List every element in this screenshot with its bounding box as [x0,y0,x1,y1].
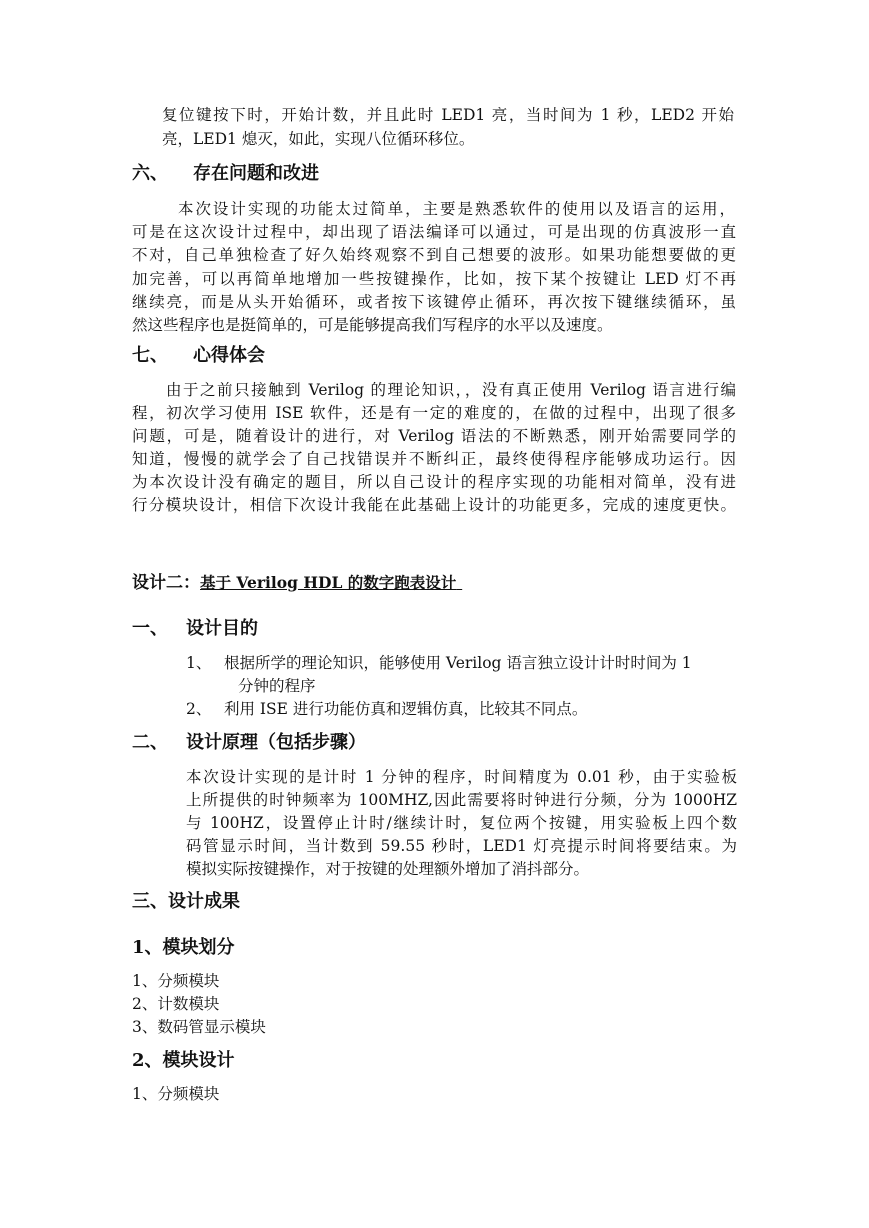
module-division-item-3: 3、数码管显示模块 [132,1018,266,1036]
section-7-line-5: 为本次设计没有确定的题目，所以自己设计的程序实现的功能相对简单，没有进 [132,473,736,491]
purpose-item-1-number: 1、 [186,654,212,672]
design-2-heading [132,571,464,595]
purpose-item-2-line-1: 利用 ISE 进行功能仿真和逻辑仿真，比较其不同点。 [224,700,588,718]
section-7-line-6: 行分模块设计，相信下次设计我能在此基础上设计的功能更多，完成的速度更快。 [132,496,736,514]
section-6-line-4: 加完善，可以再简单地增加一些按键操作，比如，按下某个按键让 LED 灯不再 [132,270,736,288]
section-6-number: 六、 [132,163,168,184]
section-7-line-1: 由于之前只接触到 Verilog 的理论知识，，没有真正使用 Verilog 语言进行编 [166,381,736,399]
section-6-line-3: 不对，自己单独检查了好久始终观察不到自己想要的波形。如果功能想要做的更 [132,246,736,264]
section-3-title: 三、设计成果 [132,891,240,912]
section-7-line-2: 程，初次学习使用 ISE 软件，还是有一定的难度的，在做的过程中，出现了很多 [132,404,736,422]
principle-line-5: 模拟实际按键操作，对于按键的处理额外增加了消抖部分。 [186,860,590,878]
section-7-number: 七、 [132,345,168,366]
section-6-line-2: 可是在这次设计过程中，却出现了语法编译可以通过，可是出现的仿真波形一直 [132,223,736,241]
section-1-title: 设计目的 [186,618,258,639]
purpose-item-2-number: 2、 [186,700,212,718]
section-7-line-3: 问题，可是，随着设计的进行，对 Verilog 语法的不断熟悉，刚开始需要同学的 [132,427,736,445]
module-division-title: 1、模块划分 [132,937,235,958]
design-2-label: 设计二： [132,573,200,593]
principle-line-4: 码管显示时间，当计数到 59.55 秒时，LED1 灯亮提示时间将要结束。为 [186,837,737,855]
module-design-title: 2、模块设计 [132,1050,235,1071]
section-7-title: 心得体会 [193,345,265,366]
intro-line-2: 亮，LED1 熄灭，如此，实现八位循环移位。 [162,130,475,148]
section-6-title: 存在问题和改进 [193,163,319,184]
module-division-item-1: 1、分频模块 [132,972,220,990]
section-2-number: 二、 [132,732,168,753]
section-2-title: 设计原理（包括步骤） [186,732,366,753]
purpose-item-1-line-1: 根据所学的理论知识，能够使用 Verilog 语言独立设计计时时间为 1 [224,654,692,672]
principle-line-1: 本次设计实现的是计时 1 分钟的程序，时间精度为 0.01 秒，由于实验板 [186,768,737,786]
design-2-title: 基于 Verilog HDL 的数字跑表设计 [200,573,457,592]
section-6-line-5: 继续亮，而是从头开始循环，或者按下该键停止循环，再次按下键继续循环，虽 [132,293,736,311]
underline-tail [456,571,464,595]
module-division-item-2: 2、计数模块 [132,995,220,1013]
module-design-item-1: 1、分频模块 [132,1085,220,1103]
section-6-line-6: 然这些程序也是挺简单的，可是能够提高我们写程序的水平以及速度。 [132,316,613,334]
principle-line-2: 上所提供的时钟频率为 100MHZ,因此需要将时钟进行分频，分为 1000HZ [186,791,737,809]
section-6-line-1: 本次设计实现的功能太过简单，主要是熟悉软件的使用以及语言的运用， [178,200,735,218]
section-7-line-4: 知道，慢慢的就学会了自己找错误并不断纠正，最终使得程序能够成功运行。因 [132,450,736,468]
principle-line-3: 与 100HZ，设置停止计时/继续计时，复位两个按键，用实验板上四个数 [186,814,737,832]
purpose-item-1-line-2: 分钟的程序 [238,677,316,695]
section-1-number: 一、 [132,618,168,639]
intro-line-1: 复位键按下时，开始计数，并且此时 LED1 亮，当时间为 1 秒，LED2 开始 [162,106,734,124]
